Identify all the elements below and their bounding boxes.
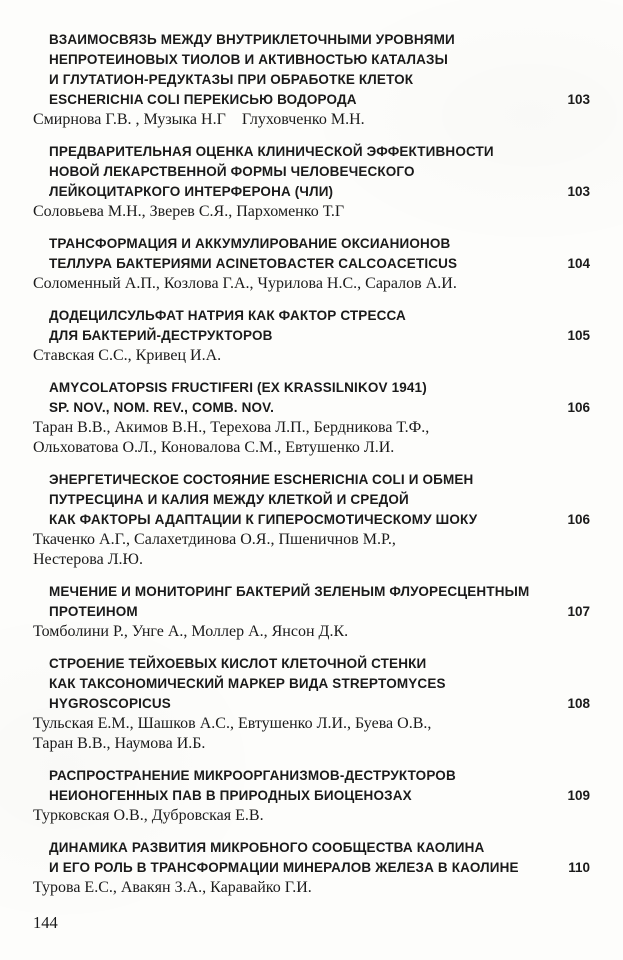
entry-page-number: 105 (567, 328, 590, 343)
author-line: Турковская О.В., Дубровская Е.В. (33, 807, 264, 824)
entry-title-row (33, 378, 590, 418)
title-line: РАСПРОСТРАНЕНИЕ МИКРООРГАНИЗМОВ-ДЕСТРУКТОРОВ (49, 768, 456, 783)
author-line: Смирнова Г.В. , Музыка Н.Г Глуховченко М.Н. (33, 111, 365, 128)
title-line: ТЕЛЛУРА БАКТЕРИЯМИ ACINETOBACTER CALCOACETICUS (49, 256, 458, 271)
title-line: И ЕГО РОЛЬ В ТРАНСФОРМАЦИИ МИНЕРАЛОВ ЖЕЛЕЗА В КАОЛИНЕ (49, 860, 519, 875)
author-line: Таран В.В., Наумова И.Б. (33, 735, 206, 752)
title-line: ESCHERICHIA COLI ПЕРЕКИСЬЮ ВОДОРОДА (49, 92, 357, 107)
title-line: ПРЕДВАРИТЕЛЬНАЯ ОЦЕНКА КЛИНИЧЕСКОЙ ЭФФЕКТИВНОСТИ (49, 144, 494, 159)
title-line: ДИНАМИКА РАЗВИТИЯ МИКРОБНОГО СООБЩЕСТВА КАОЛИНА (49, 840, 485, 855)
title-line: ДЛЯ БАКТЕРИЙ-ДЕСТРУКТОРОВ (49, 328, 273, 343)
toc-entry (33, 142, 590, 222)
title-line: И ГЛУТАТИОН-РЕДУКТАЗЫ ПРИ ОБРАБОТКЕ КЛЕТОК (49, 72, 414, 87)
toc-entry-list (33, 30, 590, 898)
toc-entry (33, 470, 590, 570)
entry-page-number: 103 (567, 92, 590, 107)
toc-entry (33, 582, 590, 642)
entry-title (33, 306, 550, 346)
entry-authors (33, 806, 590, 826)
title-line: ЛЕЙКОЦИТАРКОГО ИНТЕРФЕРОНА (ЧЛИ) (49, 184, 334, 199)
entry-title (33, 654, 550, 714)
title-line: ЭНЕРГЕТИЧЕСКОЕ СОСТОЯНИЕ ESCHERICHIA COLI И ОБМЕН (49, 472, 474, 487)
title-line: НЕПРОТЕИНОВЫХ ТИОЛОВ И АКТИВНОСТЬЮ КАТАЛАЗЫ (49, 52, 449, 67)
entry-authors (33, 346, 590, 366)
entry-title-row (33, 306, 590, 346)
title-line: ПУТРЕСЦИНА И КАЛИЯ МЕЖДУ КЛЕТКОЙ И СРЕДОЙ (49, 492, 409, 507)
entry-title-row (33, 234, 590, 274)
entry-title (33, 378, 550, 418)
author-line: Тульская Е.М., Шашков А.С., Евтушенко Л.И., Буева О.В., (33, 715, 432, 732)
title-line: КАК ФАКТОРЫ АДАПТАЦИИ К ГИПЕРОСМОТИЧЕСКОМУ ШОКУ (49, 512, 478, 527)
entry-title (33, 766, 550, 806)
toc-entry (33, 306, 590, 366)
entry-title (33, 30, 550, 110)
entry-title (33, 470, 550, 530)
title-line: НОВОЙ ЛЕКАРСТВЕННОЙ ФОРМЫ ЧЕЛОВЕЧЕСКОГО (49, 164, 415, 179)
title-line: СТРОЕНИЕ ТЕЙХОЕВЫХ КИСЛОТ КЛЕТОЧНОЙ СТЕНКИ (49, 656, 427, 671)
toc-entry (33, 30, 590, 130)
toc-entry (33, 234, 590, 294)
title-line: КАК ТАКСОНОМИЧЕСКИЙ МАРКЕР ВИДА STREPTOMYCES (49, 676, 446, 691)
entry-title (33, 142, 550, 202)
entry-authors (33, 110, 590, 130)
entry-page-number: 107 (567, 604, 590, 619)
entry-page-number: 103 (567, 184, 590, 199)
entry-title-row (33, 582, 590, 622)
author-line: Соловьева М.Н., Зверев С.Я., Пархоменко Т.Г (33, 203, 345, 220)
entry-title (33, 838, 550, 878)
title-line: ПРОТЕИНОМ (49, 604, 138, 619)
author-line: Ольховатова О.Л., Коновалова С.М., Евтушенко Л.И. (33, 439, 395, 456)
author-line: Турова Е.С., Авакян З.А., Каравайко Г.И. (33, 879, 312, 896)
entry-title (33, 582, 550, 622)
toc-entry (33, 838, 590, 898)
toc-entry (33, 378, 590, 458)
entry-page-number: 106 (567, 400, 590, 415)
author-line: Соломенный А.П., Козлова Г.А., Чурилова Н.С., Саралов А.И. (33, 275, 457, 292)
title-line: ДОДЕЦИЛСУЛЬФАТ НАТРИЯ КАК ФАКТОР СТРЕССА (49, 308, 406, 323)
title-line: AMYCOLATOPSIS FRUCTIFERI (EX KRASSILNIKOV 1941) (49, 380, 427, 395)
author-line: Ткаченко А.Г., Салахетдинова О.Я., Пшеничнов М.Р., (33, 531, 396, 548)
author-line: Ставская С.С., Кривец И.А. (33, 347, 222, 364)
entry-page-number: 106 (567, 512, 590, 527)
title-line: НЕИОНОГЕННЫХ ПАВ В ПРИРОДНЫХ БИОЦЕНОЗАХ (49, 788, 412, 803)
title-line: ВЗАИМОСВЯЗЬ МЕЖДУ ВНУТРИКЛЕТОЧНЫМИ УРОВНЯМИ (49, 32, 455, 47)
entry-title-row (33, 30, 590, 110)
entry-page-number: 110 (568, 860, 590, 875)
title-line: ТРАНСФОРМАЦИЯ И АККУМУЛИРОВАНИЕ ОКСИАНИОНОВ (49, 236, 451, 251)
author-line: Таран В.В., Акимов В.Н., Терехова Л.П., Бердникова Т.Ф., (33, 419, 430, 436)
footer-page-number: 144 (33, 913, 58, 932)
entry-page-number: 109 (567, 788, 590, 803)
author-line: Нестерова Л.Ю. (33, 551, 143, 568)
entry-page-number: 104 (567, 256, 590, 271)
entry-authors (33, 714, 590, 754)
toc-entry (33, 766, 590, 826)
entry-authors (33, 274, 590, 294)
entry-title-row (33, 766, 590, 806)
entry-title-row (33, 142, 590, 202)
toc-entry (33, 654, 590, 754)
entry-page-number: 108 (567, 696, 590, 711)
entry-authors (33, 530, 590, 570)
author-line: Томболини Р., Унге А., Моллер А., Янсон Д.К. (33, 623, 349, 640)
entry-title-row (33, 470, 590, 530)
entry-authors (33, 418, 590, 458)
title-line: SP. NOV., NOM. REV., COMB. NOV. (49, 400, 274, 415)
entry-authors (33, 878, 590, 898)
entry-authors (33, 622, 590, 642)
entry-authors (33, 202, 590, 222)
title-line: МЕЧЕНИЕ И МОНИТОРИНГ БАКТЕРИЙ ЗЕЛЕНЫМ ФЛУОРЕСЦЕНТНЫМ (49, 584, 530, 599)
title-line: HYGROSCOPICUS (49, 696, 171, 711)
entry-title-row (33, 838, 590, 878)
entry-title (33, 234, 550, 274)
entry-title-row (33, 654, 590, 714)
